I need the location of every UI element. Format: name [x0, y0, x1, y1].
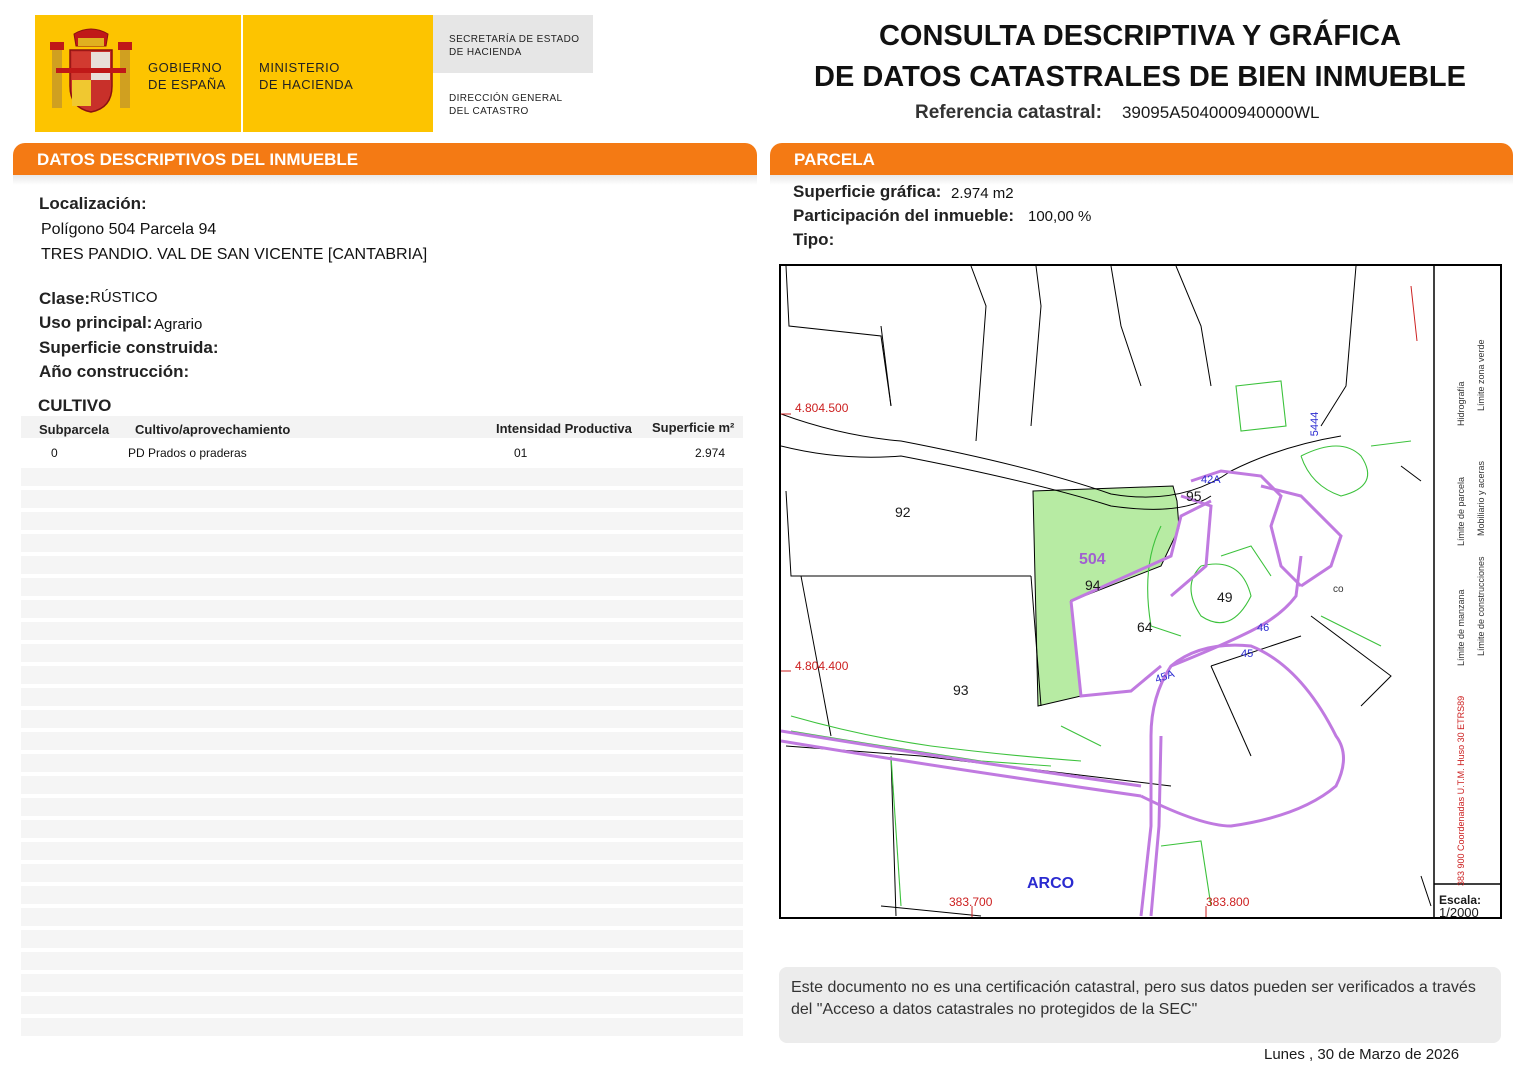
logo-direccion: DIRECCIÓN GENERAL DEL CATASTRO — [449, 93, 563, 117]
coord-x-2: 383.800 — [1206, 895, 1250, 909]
legend-limite-construcciones: Límite de construcciones — [1476, 556, 1486, 656]
table-row — [21, 666, 743, 684]
table-row — [21, 622, 743, 640]
participacion-value: 100,00 % — [1028, 208, 1092, 225]
legend-limite-manzana: Límite de manzana — [1456, 589, 1466, 666]
ref-label: Referencia catastral: — [915, 102, 1102, 123]
section-header-descriptivos: DATOS DESCRIPTIVOS DEL INMUEBLE — [13, 143, 757, 175]
parcel-label: co — [1333, 584, 1344, 595]
coord-y-top: 4.804.500 — [795, 401, 849, 415]
clase-value: RÚSTICO — [90, 289, 158, 306]
table-row — [21, 468, 743, 486]
cell-superficie: 2.974 — [695, 446, 726, 460]
coord-y-mid: 4.804.400 — [795, 659, 849, 673]
col-intensidad: Intensidad Productiva — [496, 421, 632, 436]
table-row — [21, 974, 743, 992]
section-shadow — [13, 175, 757, 185]
logo-ministerio: MINISTERIO DE HACIENDA — [259, 60, 354, 92]
legend-mobiliario: Mobiliario y aceras — [1476, 460, 1486, 536]
scale-value: 1/2000 — [1439, 905, 1479, 920]
poligono-label: 504 — [1079, 551, 1106, 568]
legend-coordenadas: 383 900 Coordenadas U.T.M. Huso 30 ETRS89 — [1456, 695, 1466, 886]
document-date: Lunes , 30 de Marzo de 2026 — [1264, 1046, 1460, 1063]
uso-label: Uso principal: — [39, 313, 153, 332]
parcel-label: 45A — [1153, 668, 1177, 686]
table-row — [21, 710, 743, 728]
parcel-label: 95 — [1186, 488, 1202, 504]
cell-cultivo: PD Prados o praderas — [128, 446, 247, 460]
ref-value: 39095A504000940000WL — [1121, 103, 1320, 122]
table-row — [21, 534, 743, 552]
parcel-label: 94 — [1085, 577, 1101, 593]
table-row — [21, 644, 743, 662]
cell-intensidad: 01 — [514, 446, 528, 460]
table-header-bg — [21, 416, 743, 438]
localizacion-line2: TRES PANDIO. VAL DE SAN VICENTE [CANTABRIA] — [41, 246, 428, 263]
arco-label: ARCO — [1027, 875, 1075, 892]
sup-grafica-value: 2.974 m2 — [951, 185, 1014, 202]
page-title: CONSULTA DESCRIPTIVA Y GRÁFICA DE DATOS CATASTRALES DE BIEN INMUEBLE — [814, 20, 1466, 93]
col-cultivo: Cultivo/aprovechamiento — [135, 422, 291, 437]
table-row — [21, 930, 743, 948]
parcel-label: 5444 — [1309, 411, 1322, 437]
table-row — [21, 1018, 743, 1036]
table-row — [21, 732, 743, 750]
legend-hidrografia: Hidrografía — [1456, 381, 1466, 426]
parcel-label: 46 — [1257, 622, 1270, 634]
table-row — [21, 820, 743, 838]
parcel-label: 92 — [895, 504, 911, 520]
logo-gobierno: GOBIERNO DE ESPAÑA — [148, 60, 226, 92]
parcel-label: 45 — [1241, 648, 1254, 660]
table-row — [21, 490, 743, 508]
parcel-label: 49 — [1217, 589, 1233, 605]
table-row — [21, 578, 743, 596]
table-row — [21, 776, 743, 794]
table-row — [21, 556, 743, 574]
scale-label: Escala: — [1439, 893, 1482, 907]
parcel-label: 64 — [1137, 619, 1153, 635]
table-row — [21, 512, 743, 530]
sup-grafica-label: Superficie gráfica: — [793, 182, 942, 201]
participacion-label: Participación del inmueble: — [793, 206, 1015, 225]
referencia-catastral — [915, 102, 1320, 124]
table-row — [21, 886, 743, 904]
legend-zona-verde: Límite zona verde — [1476, 339, 1486, 411]
table-row — [21, 798, 743, 816]
table-row — [21, 864, 743, 882]
coat-of-arms-icon — [48, 28, 134, 116]
col-superficie: Superficie m² — [652, 420, 735, 435]
cultivo-table — [21, 416, 743, 1040]
clase-label: Clase: — [39, 289, 91, 308]
logo-divider — [241, 15, 243, 132]
table-row — [21, 908, 743, 926]
tipo-label: Tipo: — [793, 230, 835, 249]
superficie-construida-label: Superficie construida: — [39, 338, 219, 357]
cultivo-title: CULTIVO — [38, 396, 112, 415]
coord-x-1: 383.700 — [949, 895, 993, 909]
map-canvas — [781, 266, 1500, 917]
ano-construccion-label: Año construcción: — [39, 362, 190, 381]
parcel-label: 93 — [953, 682, 969, 698]
localizacion-line1: Polígono 504 Parcela 94 — [41, 221, 217, 238]
logo-secretaria: SECRETARÍA DE ESTADO DE HACIENDA — [449, 34, 580, 58]
localizacion-label: Localización: — [39, 194, 147, 213]
uso-value: Agrario — [154, 316, 203, 333]
cadastral-map — [779, 264, 1502, 919]
table-row — [21, 600, 743, 618]
table-row — [21, 688, 743, 706]
legend-limite-parcela: Límite de parcela — [1456, 476, 1466, 546]
table-row — [21, 754, 743, 772]
table-row — [21, 996, 743, 1014]
parcel-label: 42A — [1201, 474, 1221, 486]
section-header-parcela: PARCELA — [770, 143, 1513, 175]
table-row — [21, 952, 743, 970]
table-row — [21, 842, 743, 860]
disclaimer-note: Este documento no es una certificación catastral, pero sus datos pueden ser verificados a través del "Acceso a datos catastrales no protegidos de la SEC" — [779, 967, 1501, 1043]
col-subparcela: Subparcela — [39, 422, 110, 437]
cell-subparcela: 0 — [51, 446, 58, 460]
map-legend — [1436, 266, 1498, 884]
